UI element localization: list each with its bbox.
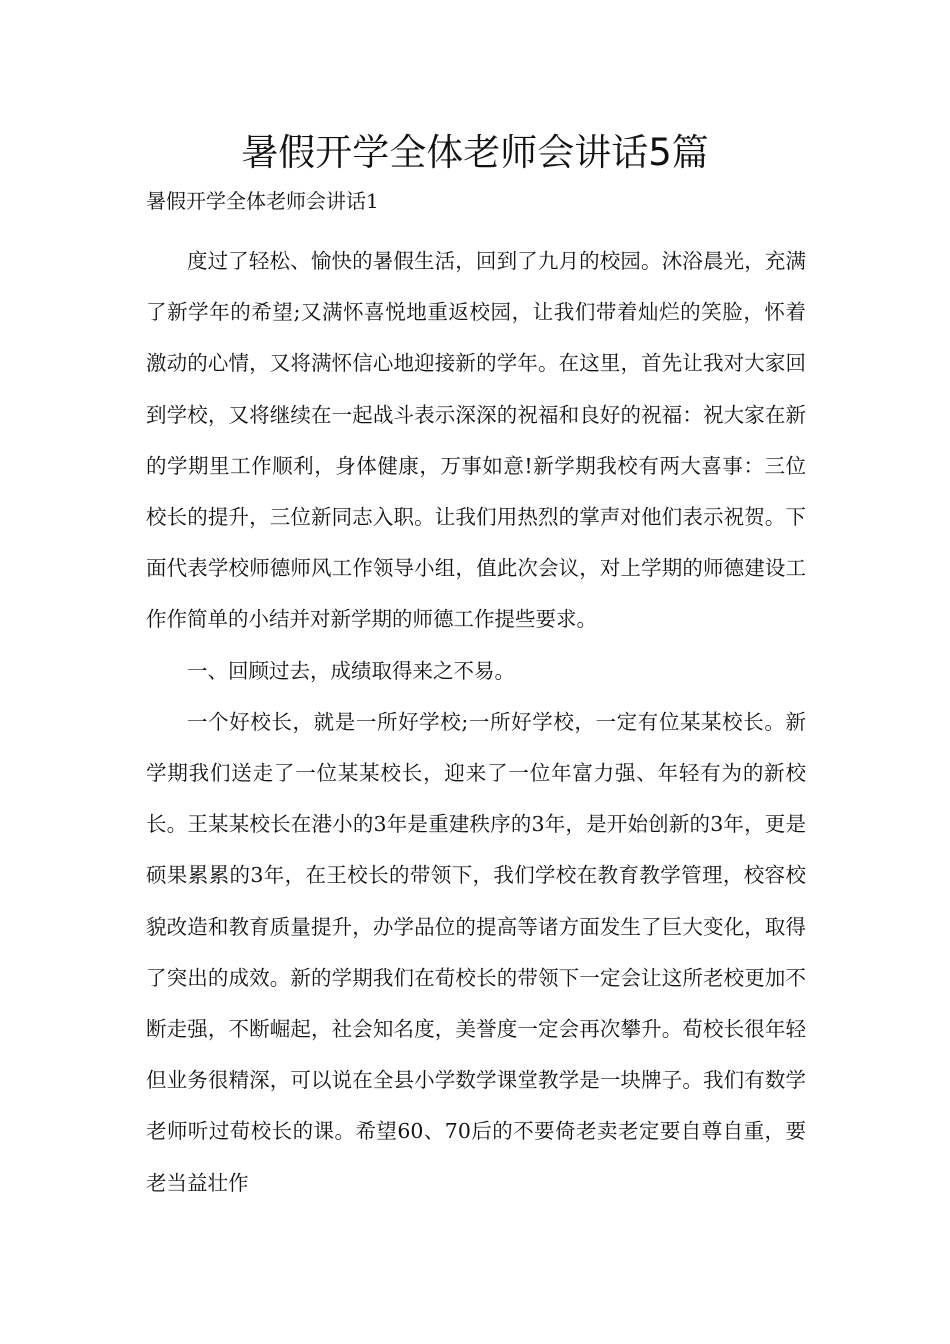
document-title: 暑假开学全体老师会讲话5篇 [241, 131, 709, 174]
document-body [146, 236, 806, 1209]
section-heading: 一、回顾过去，成绩取得来之不易。 [187, 658, 515, 683]
section-title: 暑假开学全体老师会讲话1 [146, 189, 379, 213]
paragraph: 一个好校长，就是一所好学校;一所好学校，一定有位某某校长。新学期我们送走了一位某某校长，迎来了一位年富力强、年轻有为的新校长。王某某校长在港小的3年是重建秩序的3年，是开始创新的3年，更是硕果累累的3年，在王校长的带领下，我们学校在教育教学管理，校容校貌改造和教育质量提升，办学品位的提高等诸方面发生了巨大变化，取得了突出的成效。新的学期我们在荀校长的带领下一定会让这所老校更加不断走强，不断崛起，社会知名度，美誉度一定会再次攀升。荀校长很年轻但业务很精深，可以说在全县小学数学课堂教学是一块牌子。我们有数学老师听过荀校长的课。希望60、70后的不要倚老卖老定要自尊自重，要老当益壮作 [146, 709, 806, 1195]
paragraph: 度过了轻松、愉快的暑假生活，回到了九月的校园。沐浴晨光，充满了新学年的希望;又满怀喜悦地重返校园，让我们带着灿烂的笑脸，怀着激动的心情，又将满怀信心地迎接新的学年。在这里，首先让我对大家回到学校，又将继续在一起战斗表示深深的祝福和良好的祝福：祝大家在新的学期里工作顺利，身体健康，万事如意!新学期我校有两大喜事：三位校长的提升，三位新同志入职。让我们用热烈的掌声对他们表示祝贺。下面代表学校师德师风工作领导小组，值此次会议，对上学期的师德建设工作作简单的小结并对新学期的师德工作提些要求。 [146, 249, 806, 632]
